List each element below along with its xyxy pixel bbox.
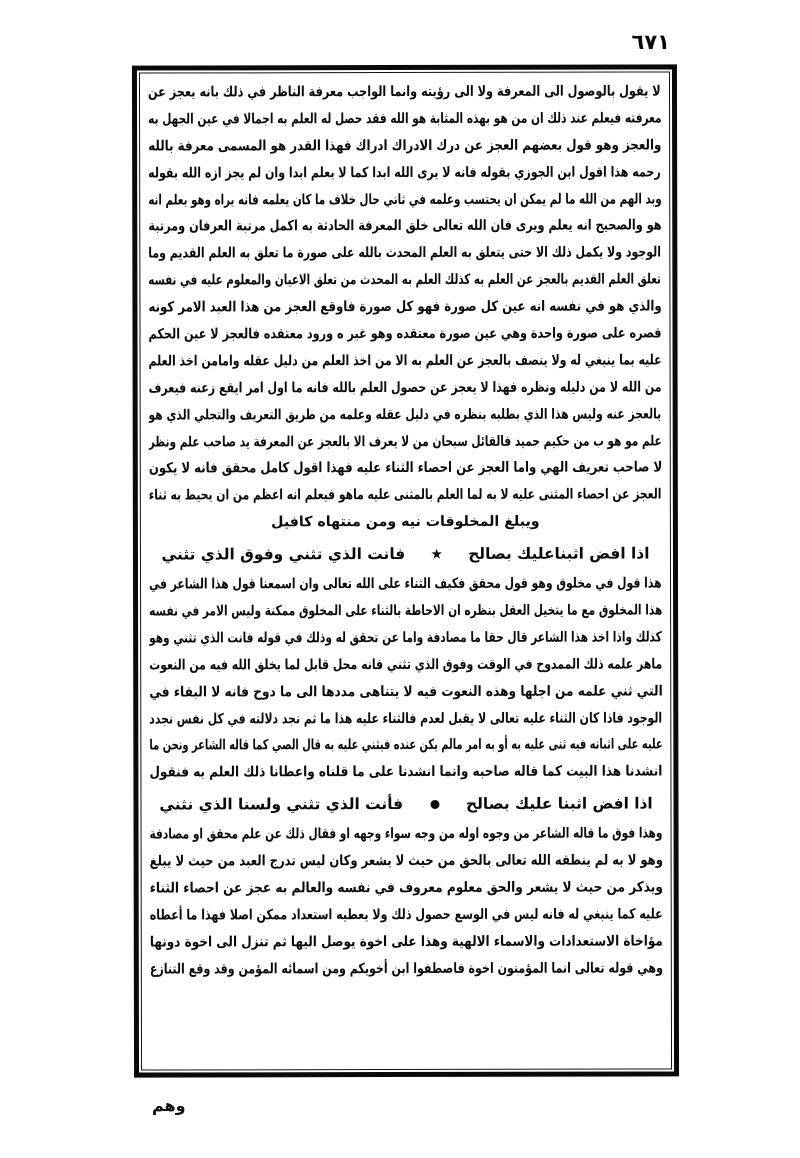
text-line-content: والذي هو في نفسه انه عين كل صورة فهو كل صورة فاوقع العجز من هذا العبد الامر كونه [148, 298, 662, 316]
text-line-content: لا صاحب تعريف الهي واما العجز عن احصاء الثناء عليه فهذا اقول كامل محقق فانه لا يكون [148, 459, 662, 478]
text-line-content: هذا قول في مخلوق وهو قول محقق فكيف الثناء على الله تعالى وان اسمعنا قول هذا الشاعر في [149, 575, 663, 593]
text-line [148, 186, 661, 214]
text-block-frame [132, 64, 679, 1077]
text-line [149, 597, 662, 625]
verse-separator-dot-icon [429, 799, 440, 810]
text-block-frame-inner [139, 71, 672, 1070]
text-line-content: وهي قوله تعالى انما المؤمنون اخوة فاصطفوا ابن أخويكم ومن اسمائه المؤمن وقد وقع التنازع [149, 960, 663, 978]
text-line-content: والعجز وهو قول بعضهم العجز عن درك الادراك ادراك فهذا القدر هو المسمى معرفة بالله [148, 137, 662, 155]
verse-line [149, 789, 662, 820]
folio-number: ١٧٦ [631, 30, 670, 54]
text-line [150, 875, 663, 903]
text-line-content: قصره على صورة واحدة وهي عين صورة معتقده وهو غير ه ورود معتقده فالعجز لا عين الحكم [148, 325, 662, 343]
text-line-content: معرفته فيعلم عند ذلك ان من هو بهذه المثابة هو الله فقد حصل له العلم به اجمالا في عين الجهل به [148, 110, 662, 128]
verse-block [149, 536, 662, 572]
text-line-content: رحمه هذا اقول ابن الجوزي بقوله فانه لا يرى الله ابدا كما لا يعلم ابدا وان لم يجز ازه الله بقوله [148, 164, 662, 182]
text-line [150, 848, 663, 876]
verse-hemistich-left: فأنت الذي تثني ولسنا الذي نثني [159, 795, 404, 814]
text-line [148, 78, 661, 106]
catchword: وهم [152, 1096, 186, 1115]
text-line [149, 705, 662, 733]
text-line [148, 159, 661, 187]
text-line [149, 678, 662, 706]
text-line-content: العجز عن احصاء المثنى عليه لا به لما العلم بالمثنى عليه ماهو فيعلم انه اعظم من ان يحيط به ثناء [149, 486, 662, 504]
verse-hemistich-right: اذا افض اثبناعليك بصالح [468, 544, 650, 564]
text-line-content: تعلق العلم القديم بالعجز عن العلم به كذلك العلم به المحدث من تعلق الاعيان والمعلوم عليه في نفسه [148, 271, 662, 289]
text-line-content: عليه بما ينبغي له ولا ينصف بالعجز عن العلم به الا من اخذ العلم من دليل عقله وامامن اخذ العلم [148, 352, 662, 370]
text-line [149, 428, 662, 456]
text-body [148, 78, 663, 1065]
verse-line [149, 539, 662, 570]
verse-block [149, 786, 662, 822]
text-line [148, 105, 661, 133]
text-line [150, 901, 663, 929]
text-line-content: الوجود ولا يكمل ذلك الا حتى يتعلق به العلم المحدث بالله على صورة ما تعلق به العلم القديم وما [148, 244, 662, 262]
text-line-content: ويبلغ المخلوقات نيه ومن منتهاه كافيل [271, 513, 540, 531]
text-line [149, 482, 662, 510]
text-line-content: كذلك واذا اخذ هذا الشاعر قال حقا ما مصادفة واما عن تحقق له وذلك في قوله فانت الذي تثني وهو [149, 629, 663, 647]
text-line [149, 455, 662, 483]
verse-separator-star-icon [431, 549, 442, 560]
text-line [149, 509, 662, 537]
text-line [148, 320, 661, 348]
text-line [149, 401, 662, 429]
verse-hemistich-right: اذا افض اثبنا عليك بصالح [466, 794, 653, 814]
text-line-content: وبد الهم من الله ما لم يمكن ان يحتسب وعلمه في ثاني حال خلاف ما كان يعلمه فانه يراه وهو بعلم انه [148, 191, 662, 209]
text-line [148, 240, 661, 268]
text-line [149, 374, 662, 402]
verse-hemistich-left: فانت الذي تثني وفوق الذي تثني [161, 545, 406, 564]
text-line [148, 132, 661, 160]
text-line-content: عليه كما ينبغي له فانه ليس في الوسع حصول ذلك ولا يعطيه استعداد ممكن اصلا فهذا ما أعطاه [149, 906, 663, 924]
text-line-content: الوجود فاذا كان الثناء عليه تعالى لا يقبل لعدم فالثناء عليه هذا ما ثم نجد دلالته في كل نفس نجدد [149, 710, 663, 728]
text-line [148, 294, 661, 322]
text-line-content: لا يقول بالوصول الى المعرفة ولا الى رؤيته وانما الواجب معرفة الناظر في ذلك بانه يعجز عن [148, 83, 662, 101]
text-line-content: هذا المخلوق مع ما يتخيل العقل بنظره ان الاحاطة بالثناء على المخلوق ممكنة وليس الامر في نفسه [149, 602, 663, 620]
text-line-content: من الله لا من دليله ونظره فهذا لا يعجز عن حصول العلم بالله فانه ما اول امر ايقع زعنه فيعرف [148, 379, 662, 397]
text-line-content: هو والصحيح انه يعلم ويرى فان الله تعالى خلق المعرفة الحادثة به اكمل مرتبة العرفان ومرتبة [148, 217, 662, 235]
text-line [149, 759, 662, 787]
text-line [150, 955, 663, 983]
text-line [149, 651, 662, 679]
text-line [149, 624, 662, 652]
text-line-content: انشدنا هذا البيت كما قاله صاحبه وانما انشدنا على ما قلناه واعطانا ذلك العلم به فنقول [149, 763, 663, 781]
text-line [150, 821, 663, 849]
text-line-content: التي ثني علمه من اجلها وهذه النعوت فيه لا يتناهى مددها الى ما دوح فانه لا البقاء في [149, 683, 663, 701]
text-line-content: وهو لا به لم ينطقه الله تعالى بالحق من حيث لا يشعر وكان ليس تدرج العبد من حيث لا يبلغ [149, 852, 663, 870]
text-line [148, 213, 661, 241]
text-line [149, 347, 662, 375]
text-line-content: وهذا فوق ما قاله الشاعر من وجوه اوله من وجه سواء وجهه او فقال ذلك عن علم محقق او مصادفة [149, 825, 663, 843]
text-line-content: بالعجز عنه وليس هذا الذي بطلبه بنظره في دليل عقله وعلمه من طريق التعريف والتجلي الذي هو [149, 406, 662, 424]
text-line-content: عليه على اثبانه فيه ثنى عليه به أو به امر مالم يكن عنده فيثني عليه به قال الصي كما قاله الشاعر ونحن ما [149, 736, 663, 755]
text-line [150, 928, 663, 956]
text-line [149, 732, 662, 760]
text-line [149, 571, 662, 599]
text-line-content: ويذكر من حيث لا يشعر والحق معلوم معروف في نفسه والعالم به عجز عن احصاء الثناء [149, 879, 663, 897]
text-line-content: علم مو هو ب من حكيم حميد فالقائل سبحان من لا يعرف الا بالعجز عن المعرفة يد صاحب علم ونظر [148, 433, 662, 451]
text-line-content: مؤاخاة الاستعدادات والاسماء الالهية وهذا على اخوة يوصل اليها ثم تنزل الى اخوة دونها [149, 933, 663, 951]
text-line [148, 267, 661, 295]
text-line-content: ماهر علمه ذلك الممدوح في الوقت وفوق الذي تثني فانه محل قابل لما يخلق الله فيه من النعوت [149, 656, 663, 674]
